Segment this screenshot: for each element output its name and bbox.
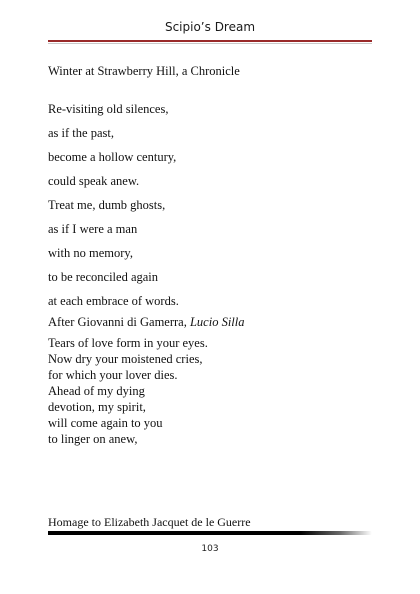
header-rule [48,40,372,42]
poem-line: as if the past, [48,126,114,140]
poem-line: Tears of love form in your eyes. [48,336,208,350]
poem-line: as if I were a man [48,222,138,236]
poem-title: Winter at Strawberry Hill, a Chronicle [48,64,240,78]
poem-line: at each embrace of words. [48,294,179,308]
poem-line: Treat me, dumb ghosts, [48,198,166,212]
header-rule-secondary [48,43,372,44]
poem-line: to be reconciled again [48,270,159,284]
page-number: 103 [201,544,219,554]
running-header: Scipio’s Dream [164,20,256,34]
next-poem-title: Homage to Elizabeth Jacquet de le Guerre [48,515,251,529]
poem-line: for which your lover dies. [48,368,178,382]
poem-line: will come again to you [48,416,163,430]
poem-line: to linger on anew, [48,432,138,446]
poem-line: devotion, my spirit, [48,400,146,414]
footer-rule [48,531,372,535]
poem-line: become a hollow century, [48,150,177,164]
poem-line: with no memory, [48,246,133,260]
poem-line: Now dry your moistened cries, [48,352,203,366]
poem-line: Ahead of my dying [48,384,145,398]
poem-line: Re-visiting old silences, [48,102,169,116]
poem-title-prefix: After Giovanni di Gamerra, [48,315,190,329]
poem-title [48,315,245,330]
poem-line: could speak anew. [48,174,140,188]
poem-title-work: Lucio Silla [189,315,245,329]
